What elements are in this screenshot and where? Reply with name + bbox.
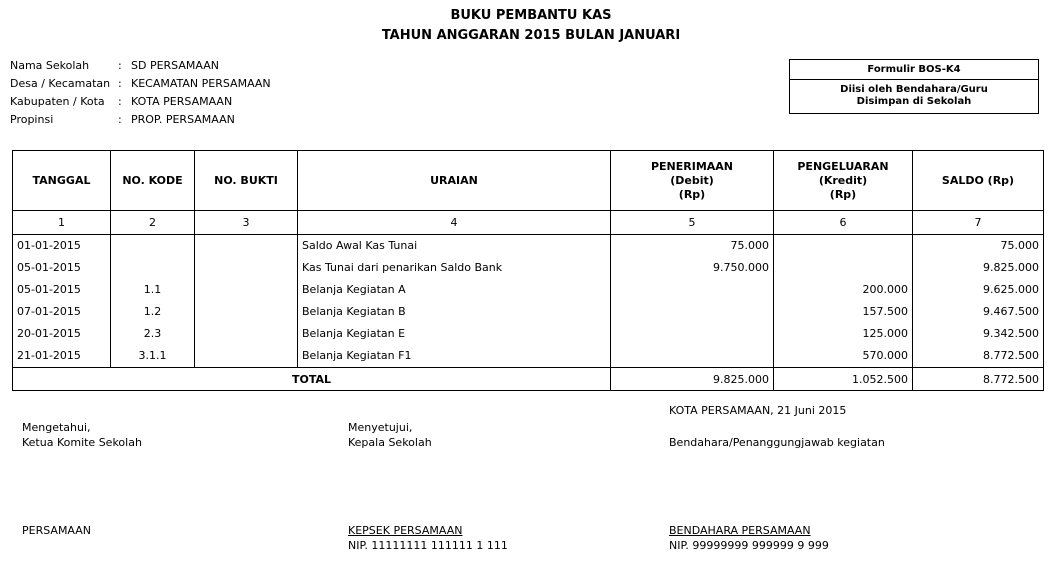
table-row: 05-01-2015 1.1 Belanja Kegiatan A 200.000 9.625.000	[13, 279, 1044, 301]
report-subtitle: TAHUN ANGGARAN 2015 BULAN JANUARI	[381, 28, 681, 43]
info-value-district: KECAMATAN PERSAMAAN	[131, 77, 271, 90]
principal-signature-block	[348, 523, 508, 553]
header-pengeluaran: PENGELUARAN (Kredit) (Rp)	[774, 151, 913, 211]
header-kode: NO. KODE	[111, 151, 195, 211]
treasurer-title: Bendahara/Penanggungjawab kegiatan	[669, 436, 885, 449]
treasurer-nip: NIP. 99999999 999999 9 999	[669, 539, 829, 552]
treasurer-name: BENDAHARA PERSAMAAN	[669, 524, 811, 537]
report-title: BUKU PEMBANTU KAS	[450, 8, 612, 23]
principal-name: KEPSEK PERSAMAAN	[348, 524, 463, 537]
total-kredit: 1.052.500	[774, 368, 913, 391]
form-note-stored: Disimpan di Sekolah	[856, 96, 972, 107]
table-row: 21-01-2015 3.1.1 Belanja Kegiatan F1 570.000 8.772.500	[13, 345, 1044, 368]
total-row	[13, 368, 1044, 391]
info-label-province: Propinsi	[10, 113, 54, 126]
table-row: 07-01-2015 1.2 Belanja Kegiatan B 157.500 9.467.500	[13, 301, 1044, 323]
table-row: 05-01-2015 Kas Tunai dari penarikan Saldo Bank 9.750.000 9.825.000	[13, 257, 1044, 279]
form-note-filled-by: Diisi oleh Bendahara/Guru	[840, 84, 988, 95]
table-row: 01-01-2015 Saldo Awal Kas Tunai 75.000 75.000	[13, 235, 1044, 258]
place-date: KOTA PERSAMAAN, 21 Juni 2015	[669, 404, 847, 417]
table-row: 20-01-2015 2.3 Belanja Kegiatan E 125.000 9.342.500	[13, 323, 1044, 345]
cash-ledger-table	[12, 150, 1044, 391]
form-code: Formulir BOS-K4	[790, 60, 1038, 80]
signature-committee: Mengetahui, Ketua Komite Sekolah	[22, 421, 142, 449]
column-number-row: 1 2 3 4 5 6 7	[13, 211, 1044, 235]
info-value-school: SD PERSAMAAN	[131, 59, 219, 72]
header-tanggal: TANGGAL	[13, 151, 111, 211]
header-uraian: URAIAN	[298, 151, 611, 211]
info-value-province: PROP. PERSAMAAN	[131, 113, 235, 126]
total-saldo: 8.772.500	[913, 368, 1044, 391]
total-label: TOTAL	[13, 368, 611, 391]
treasurer-signature-block	[669, 523, 829, 553]
info-label-school: Nama Sekolah	[10, 59, 90, 72]
signature-principal: Menyetujui, Kepala Sekolah	[348, 421, 432, 449]
committee-name: PERSAMAAN	[22, 524, 92, 537]
header-bukti: NO. BUKTI	[195, 151, 298, 211]
principal-nip: NIP. 11111111 111111 1 111	[348, 539, 508, 552]
info-value-city: KOTA PERSAMAAN	[131, 95, 233, 108]
header-saldo: SALDO (Rp)	[913, 151, 1044, 211]
info-label-district: Desa / Kecamatan	[10, 77, 111, 90]
form-code-box	[789, 59, 1039, 114]
total-debit: 9.825.000	[611, 368, 774, 391]
info-label-city: Kabupaten / Kota	[10, 95, 105, 108]
header-penerimaan: PENERIMAAN (Debit) (Rp)	[611, 151, 774, 211]
